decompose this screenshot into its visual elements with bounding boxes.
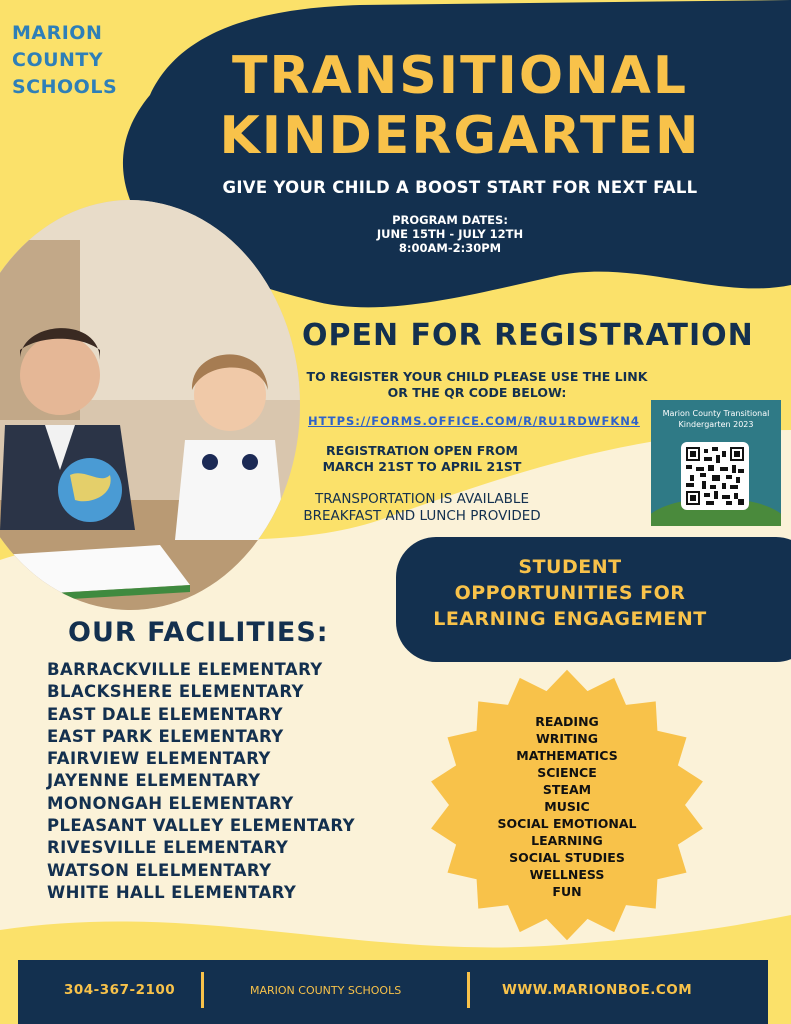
subject-item: WRITING bbox=[536, 731, 598, 746]
org-line: MARION bbox=[12, 22, 103, 44]
registration-heading: OPEN FOR REGISTRATION bbox=[302, 318, 754, 353]
subject-item: READING bbox=[535, 714, 599, 729]
footer-org: MARION COUNTY SCHOOLS bbox=[250, 984, 402, 997]
dates-range: JUNE 15TH - JULY 12TH bbox=[376, 227, 524, 241]
subject-item: FUN bbox=[552, 884, 582, 899]
org-name bbox=[12, 20, 117, 101]
facility-item: BARRACKVILLE ELEMENTARY bbox=[47, 660, 323, 679]
title-line-2: KINDERGARTEN bbox=[219, 106, 701, 166]
registration-instructions bbox=[302, 369, 652, 401]
facility-item: JAYENNE ELEMENTARY bbox=[47, 771, 261, 791]
facility-item: RIVESVILLE ELEMENTARY bbox=[47, 838, 289, 858]
facility-item: WHITE HALL ELEMENTARY bbox=[47, 882, 297, 902]
sol-line: LEARNING ENGAGEMENT bbox=[433, 608, 707, 630]
subject-item: WELLNESS bbox=[529, 867, 605, 882]
qr-caption bbox=[655, 408, 777, 430]
qr-code[interactable] bbox=[681, 442, 749, 510]
sol-banner-text bbox=[410, 554, 730, 632]
subject-item: SOCIAL STUDIES bbox=[509, 850, 625, 865]
facility-item: EAST DALE ELEMENTARY bbox=[47, 704, 283, 724]
facility-item: FAIRVIEW ELEMENTARY bbox=[47, 749, 271, 769]
facilities-list bbox=[47, 659, 355, 904]
subject-item: SCIENCE bbox=[537, 765, 597, 780]
meals-line: BREAKFAST AND LUNCH PROVIDED bbox=[303, 508, 541, 524]
title-line-1: TRANSITIONAL bbox=[232, 46, 688, 106]
qr-caption-line: Kindergarten 2023 bbox=[678, 420, 754, 429]
subject-item: SOCIAL EMOTIONAL bbox=[497, 816, 637, 831]
qr-card bbox=[651, 400, 781, 526]
subtitle: GIVE YOUR CHILD A BOOST START FOR NEXT FALL bbox=[222, 178, 698, 197]
subject-item: STEAM bbox=[542, 782, 592, 797]
transport-line: TRANSPORTATION IS AVAILABLE bbox=[315, 491, 529, 507]
facility-item: BLACKSHERE ELEMENTARY bbox=[47, 682, 304, 702]
registration-window-line: MARCH 21ST TO APRIL 21ST bbox=[322, 459, 522, 474]
program-dates bbox=[340, 213, 560, 255]
footer-divider bbox=[201, 972, 204, 1008]
transport-info bbox=[282, 491, 562, 525]
qr-code-icon bbox=[686, 447, 744, 505]
subject-item: MATHEMATICS bbox=[516, 748, 618, 763]
footer-divider bbox=[467, 972, 470, 1008]
registration-window bbox=[302, 443, 542, 475]
sol-line: STUDENT bbox=[518, 556, 622, 578]
sol-line: OPPORTUNITIES FOR bbox=[454, 582, 686, 604]
org-line: COUNTY bbox=[12, 49, 104, 71]
facility-item: EAST PARK ELEMENTARY bbox=[47, 726, 284, 746]
subject-item: LEARNING bbox=[531, 833, 603, 848]
facilities-heading: OUR FACILITIES: bbox=[68, 617, 329, 648]
footer-website[interactable]: WWW.MARIONBOE.COM bbox=[502, 982, 693, 998]
registration-window-line: REGISTRATION OPEN FROM bbox=[326, 443, 518, 458]
subjects-list bbox=[472, 713, 662, 900]
facility-item: WATSON ELELMENTARY bbox=[47, 860, 272, 880]
org-line: SCHOOLS bbox=[12, 76, 118, 98]
subject-item: MUSIC bbox=[544, 799, 590, 814]
instruction-line: TO REGISTER YOUR CHILD PLEASE USE THE LINK bbox=[306, 369, 648, 384]
facility-item: PLEASANT VALLEY ELEMENTARY bbox=[47, 816, 355, 836]
instruction-line: OR THE QR CODE BELOW: bbox=[387, 385, 567, 400]
facility-item: MONONGAH ELEMENTARY bbox=[47, 793, 294, 813]
dates-label: PROGRAM DATES: bbox=[392, 213, 508, 227]
dates-hours: 8:00AM-2:30PM bbox=[398, 241, 502, 255]
registration-link[interactable]: HTTPS://FORMS.OFFICE.COM/R/RU1RDWFKN4 bbox=[308, 414, 640, 428]
qr-caption-line: Marion County Transitional bbox=[662, 409, 770, 418]
footer-phone[interactable]: 304-367-2100 bbox=[64, 982, 176, 998]
